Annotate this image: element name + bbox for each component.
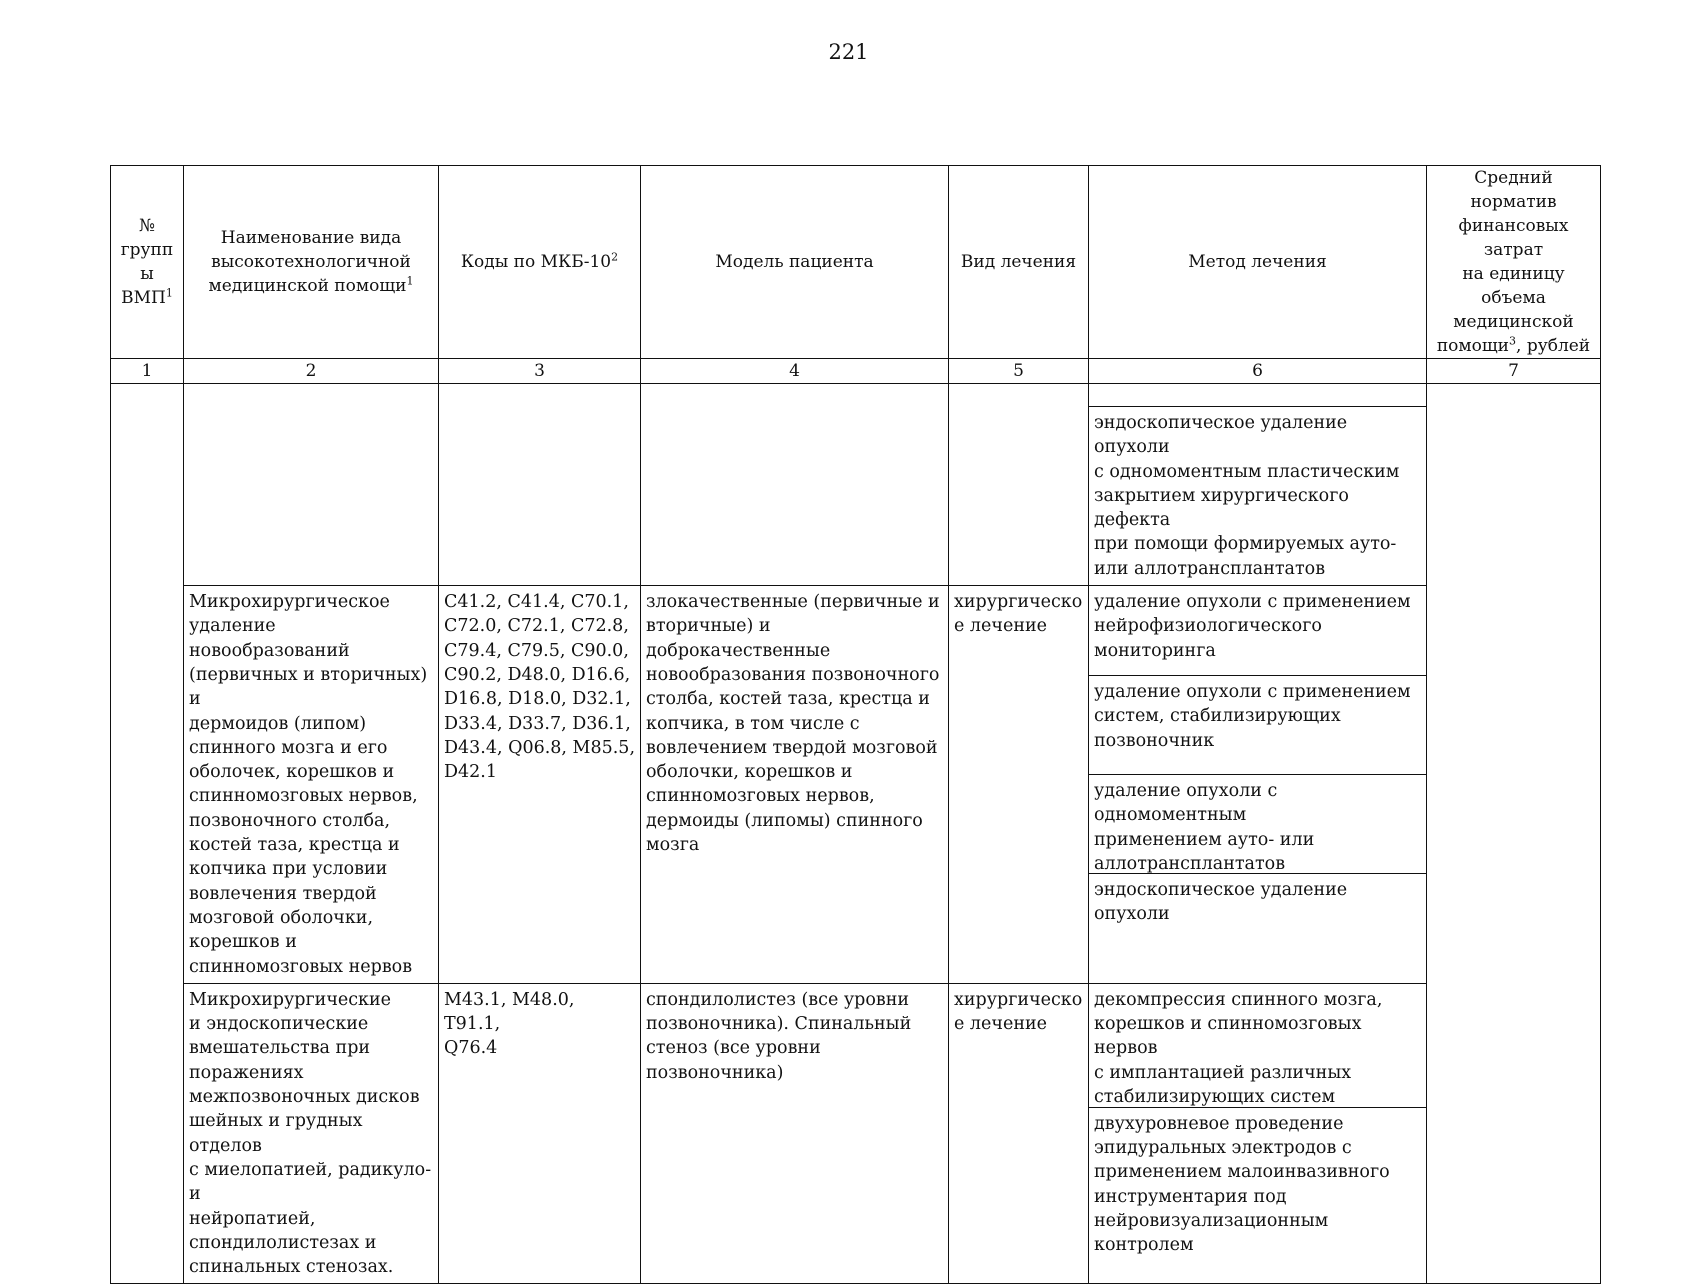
column-number: 6 (1089, 359, 1427, 384)
header-row (111, 166, 1601, 359)
column-number: 7 (1427, 359, 1601, 384)
care-type-cell: Микрохирургические и эндоскопические вмешательства при поражениях межпозвоночных дисков шейных и грудных отделов с миелопатией, радикуло- и нейропатией, спондилолистезах и спинальных стенозах. (184, 983, 439, 1284)
method-item: удаление опухоли с применением нейрофизиологического мониторинга (1089, 586, 1426, 676)
icd-codes-cell (439, 384, 641, 586)
patient-model-cell: спондилолистез (все уровни позвоночника). Спинальный стеноз (все уровни позвоночника) (641, 983, 949, 1284)
method-item: эндоскопическое удаление опухоли с одномоментным пластическим закрытием хирургического дефекта при помощи формируемых ауто- или аллотрансплантатов (1094, 413, 1400, 579)
treatment-methods-cell (1089, 586, 1427, 984)
method-item: удаление опухоли с применением систем, стабилизирующих позвоночник (1089, 676, 1426, 775)
table-row (111, 384, 1601, 586)
method-item: удаление опухоли с одномоментным применением ауто- или аллотрансплантатов (1089, 775, 1426, 874)
header-treatment-method: Метод лечения (1089, 166, 1427, 359)
icd-codes-cell: C41.2, C41.4, C70.1, C72.0, C72.1, C72.8, C79.4, C79.5, C90.0, C90.2, D48.0, D16.6, D16.8, D18.0, D32.1, D33.4, D33.7, D36.1, D43.4, Q06.8, M85.5, D42.1 (439, 586, 641, 984)
header-group-number: № групп ы ВМП$^1$ (111, 166, 184, 359)
group-number-cell (111, 384, 184, 1284)
cost-norm-cell (1427, 384, 1601, 1284)
treatment-methods-cell (1089, 384, 1427, 586)
column-number: 1 (111, 359, 184, 384)
header-icd-codes: Коды по МКБ-$10^2$ (439, 166, 641, 359)
column-number: 2 (184, 359, 439, 384)
column-number: 4 (641, 359, 949, 384)
patient-model-cell: злокачественные (первичные и вторичные) и доброкачественные новообразования позвоночного столба, костей таза, крестца и копчика, в том числе с вовлечением твердой мозговой оболочки, корешков и спинномозговых нервов, дермоиды (липомы) спинного мозга (641, 586, 949, 984)
icd-codes-cell: M43.1, M48.0, T91.1, Q76.4 (439, 983, 641, 1284)
treatment-type-cell: хирургическо е лечение (949, 983, 1089, 1284)
header-patient-model: Модель пациента (641, 166, 949, 359)
treatment-type-cell: хирургическо е лечение (949, 586, 1089, 984)
vmp-table (110, 165, 1601, 1284)
column-number: 5 (949, 359, 1089, 384)
column-number-row (111, 359, 1601, 384)
header-treatment-type: Вид лечения (949, 166, 1089, 359)
method-item (1089, 384, 1426, 407)
page-number: 221 (828, 40, 869, 64)
column-number: 3 (439, 359, 641, 384)
table-row (111, 586, 1601, 984)
care-type-cell (184, 384, 439, 586)
patient-model-cell (641, 384, 949, 586)
method-item: декомпрессия спинного мозга, корешков и спинномозговых нервов с имплантацией различных стабилизирующих систем (1089, 984, 1426, 1108)
treatment-methods-cell (1089, 983, 1427, 1284)
table-row (111, 983, 1601, 1284)
method-item: двухуровневое проведение эпидуральных электродов с применением малоинвазивного инструментария под нейровизуализационным контролем (1094, 1113, 1390, 1256)
header-cost-norm: Средний норматив финансовых затрат на единицу объема медицинской помощи$^3$, рублей (1427, 166, 1601, 359)
treatment-type-cell (949, 384, 1089, 586)
method-item: эндоскопическое удаление опухоли (1094, 880, 1348, 925)
header-care-type: Наименование вида высокотехнологичной медицинской помощи$^1$ (184, 166, 439, 359)
care-type-cell: Микрохирургическое удаление новообразований (первичных и вторичных) и дермоидов (липом) спинного мозга и его оболочек, корешков и спинномозговых нервов, позвоночного столба, костей таза, крестца и копчика при условии вовлечения твердой мозговой оболочки, корешков и спинномозговых нервов (184, 586, 439, 984)
